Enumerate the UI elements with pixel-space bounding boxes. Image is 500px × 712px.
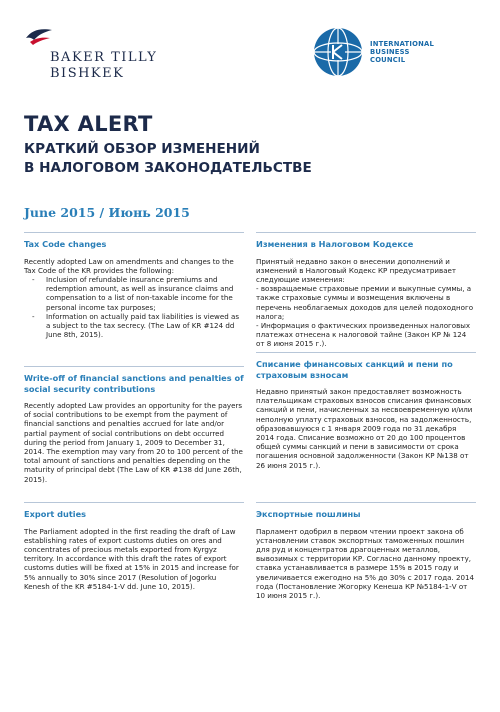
section-list-item: - Информация о фактических произведенных налоговых платежах отнесена к налоговой тайне (Закон КР № 124 от 8 июня 2015 г.). [256,320,471,349]
baker-tilly-logo [24,26,174,86]
section-heading: Tax Code changes [24,232,244,250]
section-body [24,257,244,340]
section-list [24,275,244,339]
issue-date: June 2015 / Июнь 2015 [24,205,190,220]
section-heading: Write-off of financial sanctions and penalties of social security contributions [24,366,244,394]
section-list-item: - возвращаемые страховые премии и выкупные суммы, а также страховые суммы и возмещения включены в перечень необлагаемых доходов для целей подоходного налога; [256,284,474,321]
logo-line-bishkek: BISHKEK [50,66,125,81]
globe-icon [312,26,364,78]
page-title: TAX ALERT [24,112,153,136]
list-item-text: Inclusion of refundable insurance premiums and redemption amount, as well as insurance claims and compensation to a list of non-taxable income for the personal income tax purposes; [46,274,234,312]
section-body [256,527,476,601]
ibc-name [370,40,434,64]
ibc-name-line: COUNCIL [370,56,406,64]
section-text: Recently adopted Law provides an opportunity for the payers of social contributions to be exempt from the payment of financial sanctions and penalties accrued for late and/or partial payment of social contributions on debt occurred during the period from January 1, 2009 to December 31, 2014. The exemption may vary from 20 to 100 percent of the total amount of sanctions and penalties depending on the maturity of principal debt (The Law of KR #138 dd June 26th, 2015). [24,401,243,484]
list-item: - Information on actually paid tax liabilities is viewed as a subject to the tax secrecy. (The Law of KR #124 dd June 8th, 2015). [32,311,240,340]
section-body [24,527,244,591]
section-export-duties-en [24,502,244,591]
ibc-logo [312,26,492,76]
section-write-off-ru [256,352,476,470]
subtitle-line: КРАТКИЙ ОБЗОР ИЗМЕНЕНИЙ [24,141,260,157]
section-text: Парламент одобрил в первом чтении проект закона об установлении ставок экспортных таможенных пошлин для руд и концентратов драгоценных металлов, вывозимых с территории КР. Согласно данному проекту, ставка устанавливается в размере 15% в 2015 году и увеличивается ежегодно на 5% до 30% с 2017 года. 2014 года (Постановление Жогорку Кенеша КР №5184-1-V от 10 июня 2015 г.). [256,526,475,600]
section-heading: Изменения в Налоговом Кодексе [256,232,476,250]
section-text: Недавно принятый закон предоставляет возможность плательщикам страховых взносов списания финансовых санкций и пени, начисленных за несвоевременную и/или неполную уплату страховых взносов, на задолженность, образовавшуюся с 1 января 2009 года по 31 декабря 2014 года. Списание возможно от 20 до 100 процентов общей суммы санкций и пени в зависимости от срока погашения основной задолженности (Закон КР №138 от 26 июня 2015 г.). [256,387,473,470]
section-heading: Export duties [24,502,244,520]
ibc-name-line: INTERNATIONAL [370,40,434,48]
section-body [256,257,476,349]
list-item-text: Information on actually paid tax liabilities is viewed as a subject to the tax secrecy. (The Law of KR #124 dd June 8th, 2015). [46,311,240,340]
page-subtitle [24,140,464,178]
section-heading: Экспортные пошлины [256,502,476,520]
bird-icon [24,26,54,48]
subtitle-line: В НАЛОГОВОМ ЗАКОНОДАТЕЛЬСТВЕ [24,160,312,176]
section-body [24,401,244,484]
ibc-name-line: BUSINESS [370,48,410,56]
section-write-off-en [24,366,244,484]
section-text: The Parliament adopted in the first reading the draft of Law establishing rates of export customs duties on ores and concentrates of precious metals exported from Kyrgyz territory. In accordance with this draft the rates of export customs duties will be fixed at 15% in 2015 and increase for 5% annually to 30% since 2017 (Resolution of Jogorku Kenesh of the KR #5184-1-V dd. June 10, 2015). [24,526,239,591]
section-tax-code-ru [256,232,476,349]
section-export-duties-ru [256,502,476,600]
list-item: - Inclusion of refundable insurance premiums and redemption amount, as well as insurance claims and compensation to a list of non-taxable income for the personal income tax purposes; [32,274,234,312]
section-tax-code-en [24,232,244,339]
section-intro: Recently adopted Law on amendments and changes to the Tax Code of the KR provides the following: [24,256,234,275]
section-intro: Принятый недавно закон о внесении дополнений и изменений в Налоговый Кодекс КР предусматривает следующие изменения: [256,256,457,284]
section-heading: Списание финансовых санкций и пени по страховым взносам [256,352,476,380]
logo-line-baker-tilly: BAKER TILLY [50,50,158,65]
section-body [256,387,476,470]
